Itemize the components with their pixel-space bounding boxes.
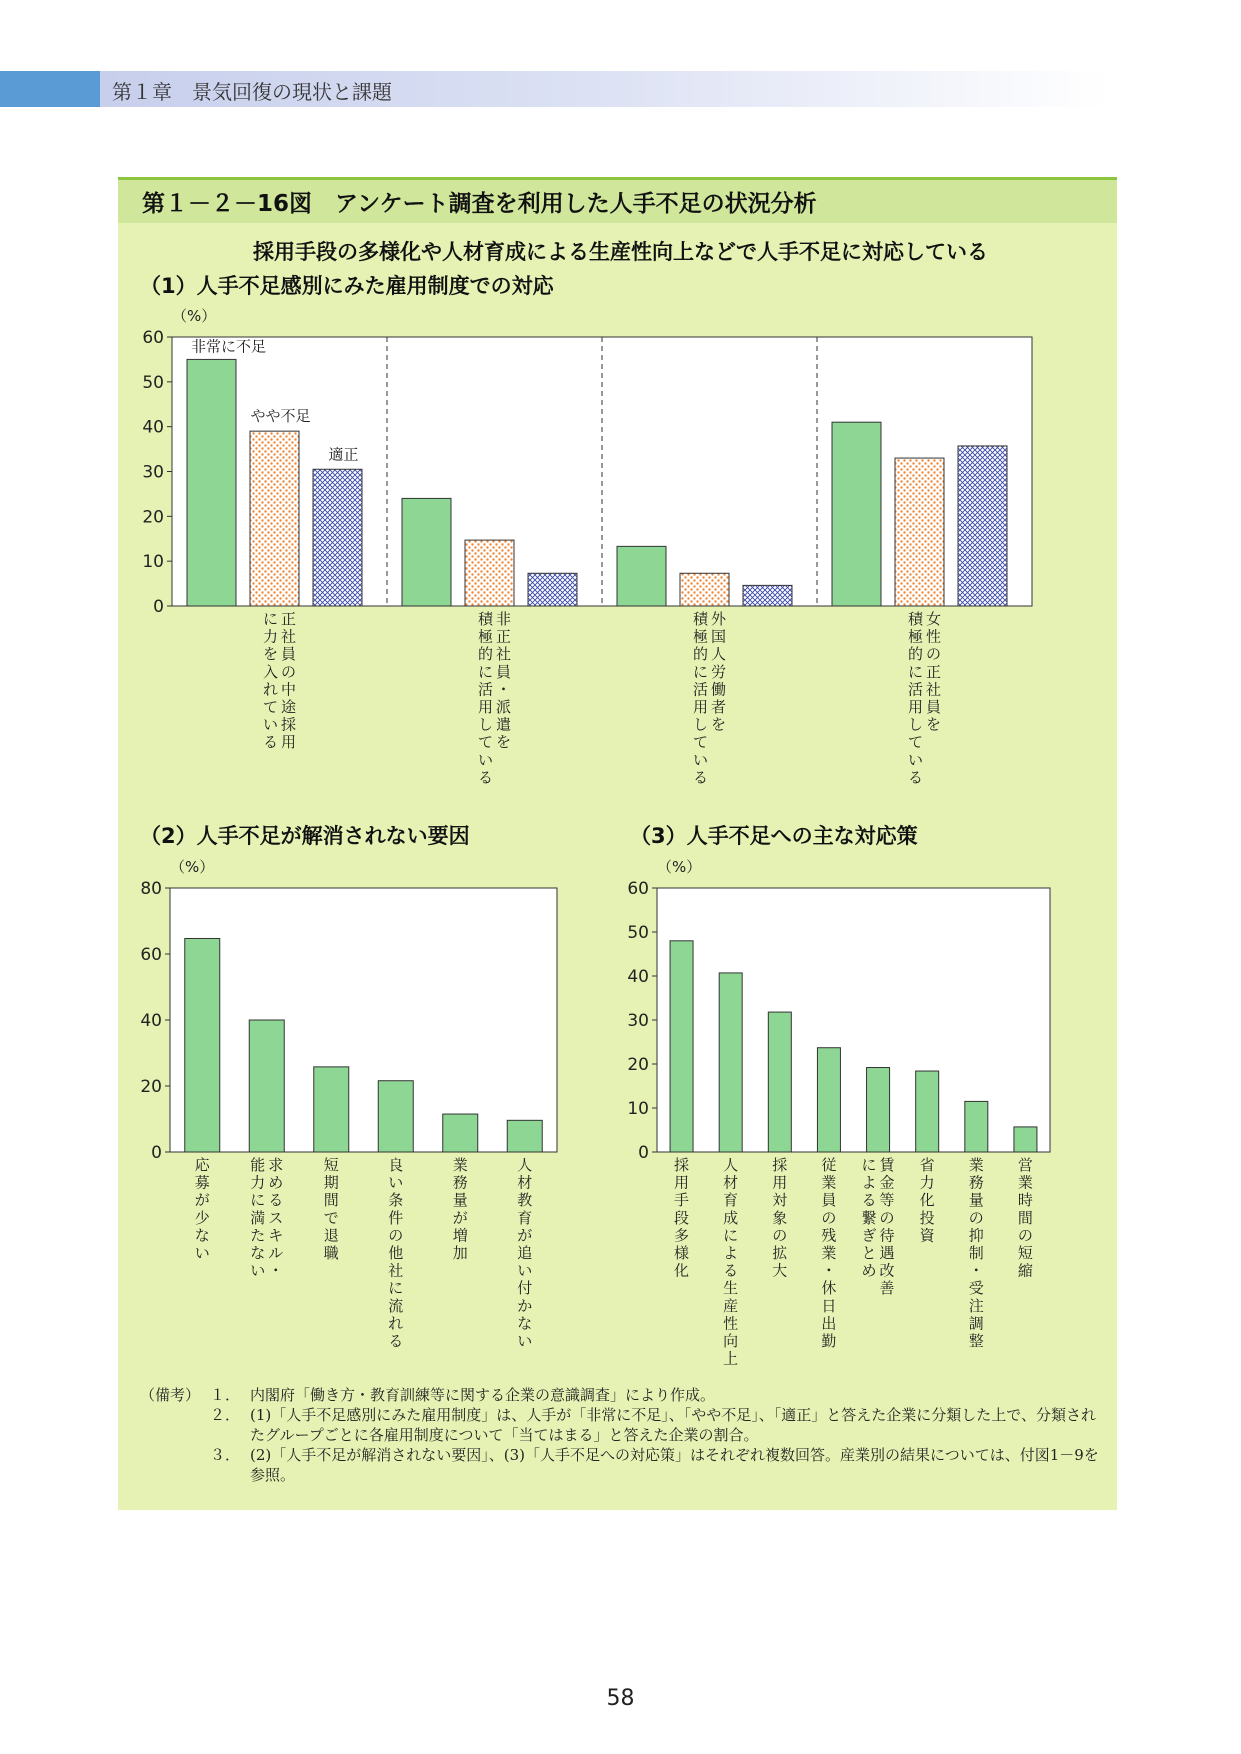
chart2-bar [443, 1114, 478, 1152]
chart2-y-tick-label: 80 [140, 879, 162, 899]
chart2-category-label: 業務量が増加 [452, 1156, 468, 1262]
chart3-y-tick-label: 10 [627, 1099, 649, 1119]
chart2-bar [507, 1120, 542, 1152]
chart2-category-label: 求めるスキル・ [268, 1156, 284, 1280]
chart3-category-label: 省力化投資 [919, 1156, 935, 1245]
chart1-y-tick-label: 20 [142, 507, 164, 528]
chart2-y-tick-label: 60 [140, 945, 162, 965]
chart1-bar [743, 585, 792, 606]
chart1-series-label: 適正 [328, 445, 359, 464]
chart3-y-tick-label: 60 [627, 879, 649, 899]
chart1-y-tick-label: 60 [142, 328, 164, 348]
chart1-series-label: 非常に不足 [191, 337, 267, 356]
chart3-category-label: 賃金等の待遇改善 [879, 1156, 895, 1298]
chart3-title: （3）人手不足への主な対応策 [630, 824, 918, 848]
note-number: ２． [210, 1406, 241, 1424]
chart1-category-label: 積極的に活用している [692, 610, 709, 787]
note-row-2 [140, 1405, 1100, 1445]
note-row-3 [140, 1445, 1100, 1485]
chart3-category-label: 従業員の残業・休日出勤 [821, 1156, 837, 1350]
chart2-category-label: 人材教育が追い付かない [517, 1156, 533, 1350]
chart1-bar [895, 458, 944, 606]
chart2-y-tick-label: 20 [140, 1077, 162, 1097]
chart1-category-label: 非正社員・派遣を [495, 610, 512, 752]
chart3-y-tick-label: 50 [627, 923, 649, 943]
chart3-bar [670, 941, 693, 1152]
chart1-bar [313, 469, 362, 606]
chart1-category-label: 積極的に活用している [907, 610, 924, 787]
chart1-y-tick-label: 10 [142, 552, 164, 573]
chart3-category-label: 業務量の抑制・受注調整 [968, 1156, 984, 1350]
chart1-bar [958, 446, 1007, 606]
page-number: 58 [606, 1686, 635, 1711]
chart2-plot-area [170, 888, 557, 1152]
chart1-bar [832, 422, 881, 606]
chart3-bar [1014, 1127, 1037, 1152]
chart3-bar [817, 1048, 840, 1152]
chart2-bar [314, 1067, 349, 1152]
chart3-unit-label: （%） [657, 858, 702, 876]
chart2-category-label: 短期間で退職 [323, 1156, 339, 1262]
chart1-bar [465, 540, 514, 606]
chart1-bar [680, 573, 729, 606]
chart2-bar [185, 938, 220, 1152]
chart2-bar [249, 1020, 284, 1152]
notes-lead: （備考） [140, 1386, 201, 1404]
chart1-y-tick-label: 0 [153, 597, 164, 617]
chart3-y-tick-label: 30 [627, 1011, 649, 1031]
chart3-y-tick-label: 20 [627, 1055, 649, 1075]
chart2-y-tick-label: 0 [151, 1143, 162, 1163]
chart3-bar [965, 1101, 988, 1152]
note-row-1 [140, 1385, 1100, 1405]
chart2-title: （2）人手不足が解消されない要因 [140, 824, 470, 848]
chart3-plot-area [657, 888, 1050, 1152]
figure-subtitle: 採用手段の多様化や人材育成による生産性向上などで人手不足に対応している [253, 240, 988, 264]
figure-title: 第１－２－16図 アンケート調査を利用した人手不足の状況分析 [142, 191, 817, 217]
chart3-category-label: による繋ぎとめ [861, 1156, 877, 1280]
chart1-category-label: 外国人労働者を [710, 610, 727, 734]
chart3-y-tick-label: 0 [638, 1143, 649, 1163]
chart2-unit-label: （%） [170, 858, 215, 876]
note-number: １． [210, 1386, 241, 1404]
chart3-y-tick-label: 40 [627, 967, 649, 987]
chart1-category-label: 積極的に活用している [477, 610, 494, 787]
chart1-title: （1）人手不足感別にみた雇用制度での対応 [140, 274, 554, 298]
chart1-series-label: やや不足 [250, 407, 311, 426]
chart2-category-label: 良い条件の他社に流れる [388, 1156, 404, 1350]
chart1-bar [528, 573, 577, 606]
note-text: (2)「人手不足が解消されない要因」、(3)「人手不足への対応策」はそれぞれ複数回答。産業別の結果については、付図1－9を参照。 [250, 1446, 1099, 1484]
chart1-bar [617, 546, 666, 606]
note-text: (1)「人手不足感別にみた雇用制度」は、人手が「非常に不足」、「やや不足」、「適正」と答えた企業に分類した上で、分類されたグループごとに各雇用制度について「当てはまる」と答えた企業の割合。 [250, 1406, 1096, 1444]
chart1-bar [187, 359, 236, 606]
chart1-category-label: 正社員の中途採用 [280, 610, 297, 752]
note-text: 内閣府「働き方・教育訓練等に関する企業の意識調査」により作成。 [250, 1386, 716, 1404]
chart1-category-label: 女性の正社員を [925, 610, 942, 734]
chart3-bar [867, 1068, 890, 1152]
chart1-bar [250, 431, 299, 606]
chapter-number: 第１章 [112, 80, 172, 104]
chart2-y-tick-label: 40 [140, 1011, 162, 1031]
chart2-category-label: 能力に満たない [250, 1156, 266, 1280]
chart2-bar [378, 1081, 413, 1152]
chart3-bar [916, 1071, 939, 1152]
chart2-category-label: 応募が少ない [194, 1156, 210, 1262]
chart1-y-tick-label: 40 [142, 417, 164, 438]
note-number: ３． [210, 1446, 241, 1464]
chart1-y-tick-label: 50 [142, 372, 164, 393]
chart3-category-label: 採用手段多様化 [674, 1156, 690, 1280]
notes [140, 1385, 1100, 1485]
chart1-bar [402, 498, 451, 606]
chapter-title: 景気回復の現状と課題 [192, 80, 392, 104]
chart3-bar [719, 973, 742, 1152]
chart1-category-label: に力を入れている [262, 610, 279, 752]
chart3-bar [768, 1012, 791, 1152]
chart1-y-tick-label: 30 [142, 462, 164, 483]
chart1-unit-label: （%） [172, 307, 217, 325]
chart3-category-label: 営業時間の短縮 [1017, 1156, 1033, 1280]
chart3-category-label: 採用対象の拡大 [772, 1156, 788, 1280]
chart3-category-label: 人材育成による生産性向上 [723, 1156, 739, 1368]
